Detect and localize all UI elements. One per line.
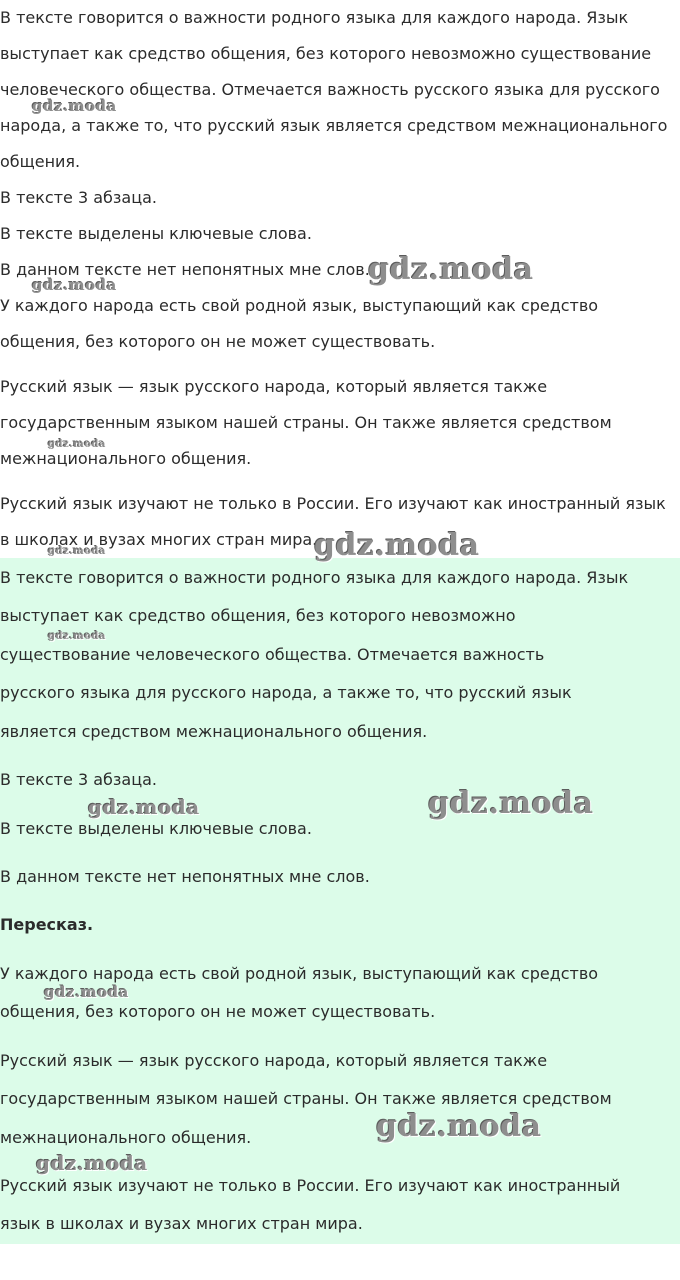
text-line: народа, а также то, что русский язык является средством межнационального (0, 116, 668, 135)
text-line: Русский язык изучают не только в России. Его изучают как иностранный язык (0, 494, 666, 513)
text-line: Русский язык — язык русского народа, который является также (0, 1051, 548, 1070)
text-line: выступает как средство общения, без которого невозможно (0, 606, 516, 625)
watermark: gdz.moda (48, 439, 106, 450)
watermark: gdz.moda (428, 786, 594, 821)
watermark: gdz.moda (32, 97, 117, 115)
text-line: государственным языком нашей страны. Он также является средством (0, 1089, 612, 1108)
text-line: общения, без которого он не может существовать. (0, 332, 436, 351)
text-line: В тексте 3 абзаца. (0, 770, 157, 789)
text-line: русского языка для русского народа, а также то, что русский язык (0, 683, 572, 702)
text-line: В тексте говорится о важности родного языка для каждого народа. Язык (0, 568, 629, 587)
watermark: gdz.moda (88, 795, 200, 819)
text-line: В тексте выделены ключевые слова. (0, 819, 312, 838)
watermark: gdz.moda (48, 546, 106, 557)
watermark: gdz.moda (314, 528, 480, 563)
text-line: В тексте 3 абзаца. (0, 188, 157, 207)
text-line: в школах и вузах многих стран мира. (0, 530, 318, 549)
text-line: государственным языком нашей страны. Он также является средством (0, 413, 612, 432)
text-line: человеческого общества. Отмечается важность русского языка для русского (0, 80, 660, 99)
text-line: В тексте говорится о важности родного языка для каждого народа. Язык (0, 8, 629, 27)
text-line: В данном тексте нет непонятных мне слов. (0, 867, 370, 886)
text-line: межнационального общения. (0, 1128, 252, 1147)
watermark: gdz.moda (36, 1151, 148, 1175)
text-line: У каждого народа есть свой родной язык, выступающий как средство (0, 296, 599, 315)
watermark: gdz.moda (376, 1109, 542, 1144)
text-line: В тексте выделены ключевые слова. (0, 224, 312, 243)
text-line: общения. (0, 152, 81, 171)
watermark: gdz.moda (44, 983, 129, 1001)
watermark: gdz.moda (32, 276, 117, 294)
text-line: Русский язык изучают не только в России. Его изучают как иностранный (0, 1176, 621, 1195)
text-line: язык в школах и вузах многих стран мира. (0, 1214, 363, 1233)
text-line: выступает как средство общения, без которого невозможно существование (0, 44, 652, 63)
retelling-heading: Пересказ. (0, 915, 94, 934)
text-line: В данном тексте нет непонятных мне слов. (0, 260, 370, 279)
text-line: межнационального общения. (0, 449, 252, 468)
text-line: общения, без которого он не может существовать. (0, 1002, 436, 1021)
answer-section-highlighted (0, 558, 680, 1244)
text-line: является средством межнационального общения. (0, 722, 428, 741)
watermark: gdz.moda (368, 252, 534, 287)
text-line: Русский язык — язык русского народа, который является также (0, 377, 548, 396)
watermark: gdz.moda (48, 631, 106, 642)
text-line: У каждого народа есть свой родной язык, выступающий как средство (0, 964, 599, 983)
text-line: существование человеческого общества. Отмечается важность (0, 645, 545, 664)
